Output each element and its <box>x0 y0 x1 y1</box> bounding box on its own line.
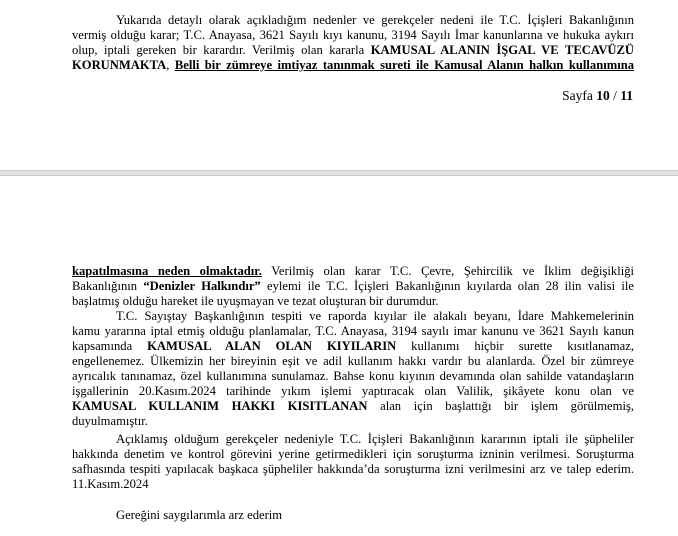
text-line: engellenemez. Ülkemizin her bireyinin eşit ve adil kullanım hakkı vardır bu alanlarda. Özel bir zümreye <box>72 354 634 368</box>
date-line: 11.Kasım.2024 <box>72 477 149 491</box>
text-line: Yukarıda detaylı olarak açıkladığım nedenler ve gerekçeler nedeni ile T.C. İçişleri Bakanlığının <box>116 13 634 27</box>
text-line: kamu yararına iptal etmiş olduğu planlamalar, T.C. Anayasa, 3194 sayılı imar kanunu ve 3621 Sayılı kanun <box>72 324 634 338</box>
text-line: işgallerinin 20.Kasım.2024 tarihinde yıkım işlemi yaptıracak olan Valilik, şikâyete konu olan ve <box>72 384 634 398</box>
text-line: Açıklamış olduğum gerekçeler nedeniyle T.C. İçişleri Bakanlığının kararının iptali ile şüpheliler <box>116 432 634 446</box>
text-line: ayrıcalık tanınamaz, özel kullanımına sunulamaz. Bahse konu kıyının devamında olan sahilde vatandaşların <box>72 369 634 383</box>
text-line: T.C. Sayıştay Başkanlığının tespiti ve raporda kıyılar ile alakalı beyanı, İdare Mahkemelerinin <box>116 309 634 323</box>
text-line: olup, iptali gereken bir karardır. Verilmiş olan kararla KAMUSAL ALANIN İŞGAL VE TECAVÜZÜ <box>72 43 634 57</box>
text-line: duyulmamıştır. <box>72 414 148 428</box>
text-line: Bakanlığının “Denizler Halkındır” eylemi ile T.C. İçişleri Bakanlığının kıyılarda olan 28 ilin valisi ile <box>72 279 634 293</box>
text-line: hakkında denetim ve kontrol görevini yerine getirmedikleri için soruşturma izninin verilmesi. Soruşturma <box>72 447 634 461</box>
text-line: kapsamında KAMUSAL ALAN OLAN KIYILARIN kullanımı hiçbir surette kısıtlanamaz, <box>72 339 634 353</box>
page-10-bottom-section <box>0 0 678 170</box>
text-line: KAMUSAL KULLANIM HAKKI KISITLANAN alan için başlattığı bir işlem görülmemiş, <box>72 399 634 413</box>
text-line: kapatılmasına neden olmaktadır. Verilmiş olan karar T.C. Çevre, Şehircilik ve İklim değişikliği <box>72 264 634 278</box>
closing-line: Gereğini saygılarımla arz ederim <box>116 508 283 522</box>
text-line: KORUNMAKTA, Belli bir zümreye imtiyaz tanınmak sureti ile Kamusal Alanın halkın kullanımına <box>72 58 634 72</box>
page-number: Sayfa 10 / 11 <box>562 88 633 103</box>
text-line: vermiş olduğu karar; T.C. Anayasa, 3621 Sayılı kıyı kanunu, 3194 Sayılı İmar kanunlarına ve hukuka aykırı <box>72 28 634 42</box>
text-line: başlatmış olduğu hareket ile uyuşmayan ve tezat oluşturan bir durumdur. <box>72 294 439 308</box>
text-line: safhasında tespiti yapılacak başkaca şüpheliler hakkında’da soruşturma izni verilmesini arz ve talep ederim. <box>72 462 634 476</box>
